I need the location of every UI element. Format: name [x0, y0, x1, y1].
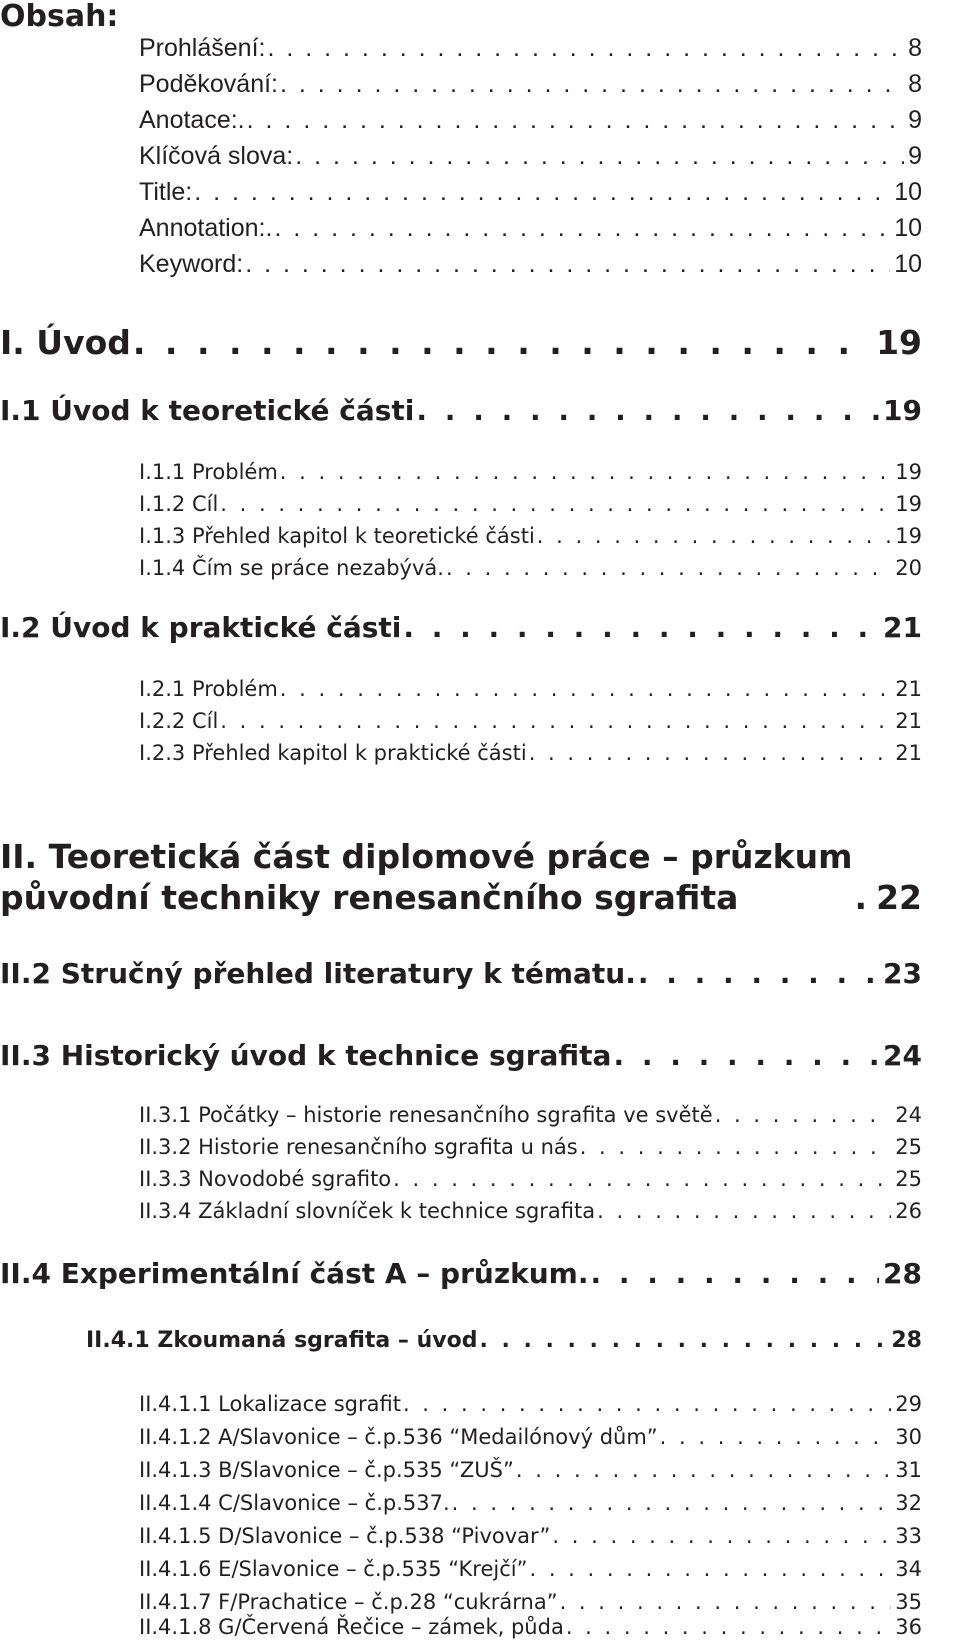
- toc-dot-leader: [452, 1488, 892, 1519]
- toc-entry-1-1-4[interactable]: [139, 553, 922, 584]
- toc-page-number: 25: [895, 1135, 922, 1159]
- toc-dot-leader: [566, 1612, 891, 1643]
- toc-dot-leader: [638, 956, 879, 992]
- toc-entry-title: II.4.1.8 G/Červená Řečice – zámek, půda: [139, 1615, 564, 1639]
- toc-dot-leader: [245, 246, 890, 282]
- toc-page-number: 24: [895, 1103, 922, 1127]
- toc-page-number: 10: [894, 178, 922, 206]
- toc-page-number: 19: [895, 524, 922, 548]
- toc-entry-1-2-2[interactable]: [139, 706, 922, 737]
- toc-dot-leader: [446, 553, 891, 584]
- toc-page-number: 8: [908, 34, 922, 62]
- toc-entry-title: I.2.3 Přehled kapitol k praktické části: [139, 741, 527, 765]
- toc-entry-title: II.3.2 Historie renesančního sgrafita u nás: [139, 1135, 578, 1159]
- toc-page-number: 8: [908, 70, 922, 98]
- toc-entry-section-2-2[interactable]: [0, 956, 922, 992]
- toc-entry-title: Title:: [139, 178, 193, 206]
- toc-page-number: 21: [895, 709, 922, 733]
- toc-entry-title: II.4.1 Zkoumaná sgrafita – úvod: [86, 1328, 478, 1353]
- toc-page-number: 28: [883, 1257, 922, 1290]
- toc-entry-section-1-2[interactable]: [0, 610, 922, 646]
- toc-dot-leader: [416, 393, 879, 429]
- toc-dot-leader: [133, 323, 872, 363]
- toc-entry-title: I.1.2 Cíl: [139, 492, 219, 516]
- toc-entry-1-2-3[interactable]: [139, 738, 922, 769]
- toc-entry-section-2-4[interactable]: [0, 1256, 922, 1292]
- toc-page-number: 35: [895, 1590, 922, 1614]
- toc-entry-section-1-1[interactable]: [0, 393, 922, 429]
- toc-dot-leader: [280, 457, 891, 488]
- toc-dot-leader: [660, 1422, 892, 1453]
- toc-dot-leader: [403, 1389, 891, 1420]
- toc-page-number: 26: [895, 1199, 922, 1223]
- toc-dot-leader: [280, 674, 891, 705]
- toc-entry-title: Anotace:.: [139, 106, 245, 134]
- toc-entry-title: I.2.2 Cíl: [139, 709, 219, 733]
- toc-page-number: 21: [883, 611, 922, 644]
- toc-page-number: 19: [895, 460, 922, 484]
- toc-page-number: 9: [908, 106, 922, 134]
- toc-page-number: 9: [908, 142, 922, 170]
- toc-dot-leader: [194, 174, 890, 210]
- toc-entry-1-1-2[interactable]: [139, 489, 922, 520]
- toc-entry-title-line-2: původní techniky renesančního sgrafita: [0, 878, 739, 917]
- toc-entry-title: Klíčová slova:: [139, 142, 294, 170]
- toc-page-number: 21: [895, 741, 922, 765]
- toc-entry-2-4-1-2[interactable]: [139, 1422, 922, 1453]
- toc-page-number: 31: [895, 1458, 922, 1482]
- toc-entry-title: II.3 Historický úvod k technice sgrafita: [0, 1039, 612, 1072]
- toc-dot-leader: [403, 610, 879, 646]
- toc-entry-2-4-1[interactable]: [86, 1325, 922, 1357]
- toc-dot-leader: [529, 738, 892, 769]
- toc-page-number: 19: [876, 323, 922, 362]
- toc-entry-title: II.2 Stručný přehled literatury k tématu.: [0, 957, 636, 990]
- toc-entry-anotace[interactable]: [139, 102, 922, 138]
- toc-entry-title: [0, 836, 853, 918]
- toc-dot-leader: [715, 1100, 892, 1131]
- toc-dot-leader: [591, 1256, 880, 1292]
- toc-entry-2-3-2[interactable]: [139, 1132, 922, 1163]
- toc-entry-2-3-3[interactable]: [139, 1164, 922, 1195]
- toc-entry-keyword[interactable]: [139, 246, 922, 282]
- toc-entry-2-4-1-5[interactable]: [139, 1521, 922, 1552]
- toc-entry-title: II.4.1.1 Lokalizace sgrafit: [139, 1392, 401, 1416]
- toc-dot-leader: [393, 1164, 891, 1195]
- toc-dot-leader: [516, 1455, 891, 1486]
- toc-entry-title: Poděkování:: [139, 70, 278, 98]
- toc-page-number: 23: [883, 957, 922, 990]
- toc-dot-leader: [220, 706, 891, 737]
- toc-entry-title: II.4.1.7 F/Prachatice – č.p.28 “cukrárna”: [139, 1590, 558, 1614]
- toc-page-number: 33: [895, 1524, 922, 1548]
- toc-page-number: 28: [891, 1328, 922, 1353]
- toc-entry-2-3-1[interactable]: [139, 1100, 922, 1131]
- toc-entry-klicova-slova[interactable]: [139, 138, 922, 174]
- toc-dot-leader: [529, 1554, 891, 1585]
- toc-page-number: 20: [895, 556, 922, 580]
- toc-entry-2-4-1-3[interactable]: [139, 1455, 922, 1486]
- toc-entry-title: II.3.1 Počátky – historie renesančního sgrafita ve světě: [139, 1103, 713, 1127]
- toc-entry-title: I.1.4 Čím se práce nezabývá.: [139, 556, 444, 580]
- toc-entry-2-3-4[interactable]: [139, 1196, 922, 1227]
- toc-page-number: 34: [895, 1557, 922, 1581]
- toc-page-number: 24: [883, 1039, 922, 1072]
- toc-entry-title: Prohlášení:: [139, 34, 266, 62]
- toc-entry-2-4-1-4[interactable]: [139, 1488, 922, 1519]
- toc-entry-part-1[interactable]: [0, 323, 922, 363]
- toc-entry-title: II.4 Experimentální část A – průzkum.: [0, 1257, 589, 1290]
- toc-entry-title: II.4.1.3 B/Slavonice – č.p.535 “ZUŠ”: [139, 1458, 514, 1482]
- toc-entry-title: I.2 Úvod k praktické části: [0, 611, 402, 644]
- toc-entry-title: II.4.1.4 C/Slavonice – č.p.537.: [139, 1491, 450, 1515]
- toc-dot-leader: [855, 877, 873, 918]
- toc-entry-annotation[interactable]: [139, 210, 922, 246]
- toc-dot-leader: [613, 1038, 879, 1074]
- toc-page-number: 30: [895, 1425, 922, 1449]
- toc-entry-1-1-1[interactable]: [139, 457, 922, 488]
- toc-entry-title: II.3.3 Novodobé sgrafito: [139, 1167, 392, 1191]
- toc-entry-title-line-1: II. Teoretická část diplomové práce – průzkum: [0, 837, 853, 876]
- toc-dot-leader: [247, 102, 904, 138]
- toc-entry-title: II.4.1.5 D/Slavonice – č.p.538 “Pivovar”: [139, 1524, 551, 1548]
- toc-entry-prohlaseni[interactable]: [139, 30, 922, 66]
- toc-dot-leader: [295, 138, 904, 174]
- toc-entry-title: I.1 Úvod k teoretické části: [0, 394, 415, 427]
- toc-dot-leader: [220, 489, 891, 520]
- toc-entry-title: I.2.1 Problém: [139, 677, 278, 701]
- toc-page-number: 25: [895, 1167, 922, 1191]
- page-title: Obsah:: [0, 0, 119, 34]
- toc-entry-2-4-1-6[interactable]: [139, 1554, 922, 1585]
- toc-entry-1-1-3[interactable]: [139, 521, 922, 552]
- toc-entry-title: Annotation:.: [139, 214, 273, 242]
- toc-dot-leader: [479, 1325, 887, 1357]
- toc-entry-part-2[interactable]: [0, 836, 922, 918]
- toc-dot-leader: [552, 1521, 891, 1552]
- toc-page-number: 29: [895, 1392, 922, 1416]
- toc-entry-podekovani[interactable]: [139, 66, 922, 102]
- toc-entry-1-2-1[interactable]: [139, 674, 922, 705]
- toc-page-number: 32: [895, 1491, 922, 1515]
- toc-dot-leader: [280, 66, 904, 102]
- toc-page-number: 19: [883, 394, 922, 427]
- toc-page-number: 22: [876, 878, 922, 917]
- toc-page-number: 21: [895, 677, 922, 701]
- toc-entry-title: Keyword:: [139, 250, 244, 278]
- toc-dot-leader: [267, 30, 904, 66]
- toc-entry-section-2-3[interactable]: [0, 1038, 922, 1074]
- toc-entry-title: I.1.1 Problém: [139, 460, 278, 484]
- toc-entry-title: II.3.4 Základní slovníček k technice sgrafita: [139, 1199, 596, 1223]
- toc-page-number: 10: [894, 214, 922, 242]
- toc-entry-2-4-1-8[interactable]: [139, 1612, 922, 1643]
- toc-page-number: 36: [895, 1615, 922, 1639]
- toc-entry-title: II.4.1.2 A/Slavonice – č.p.536 “Medailónový dům”: [139, 1425, 658, 1449]
- toc-page-number: 10: [894, 250, 922, 278]
- toc-dot-leader: [537, 521, 891, 552]
- toc-entry-title-en[interactable]: [139, 174, 922, 210]
- toc-dot-leader: [274, 210, 890, 246]
- toc-entry-title: II.4.1.6 E/Slavonice – č.p.535 “Krejčí”: [139, 1557, 528, 1581]
- toc-dot-leader: [597, 1196, 891, 1227]
- toc-page-number: 19: [895, 492, 922, 516]
- toc-dot-leader: [580, 1132, 892, 1163]
- toc-entry-title: I. Úvod: [0, 323, 131, 362]
- toc-entry-2-4-1-1[interactable]: [139, 1389, 922, 1420]
- toc-entry-title: I.1.3 Přehled kapitol k teoretické části: [139, 524, 535, 548]
